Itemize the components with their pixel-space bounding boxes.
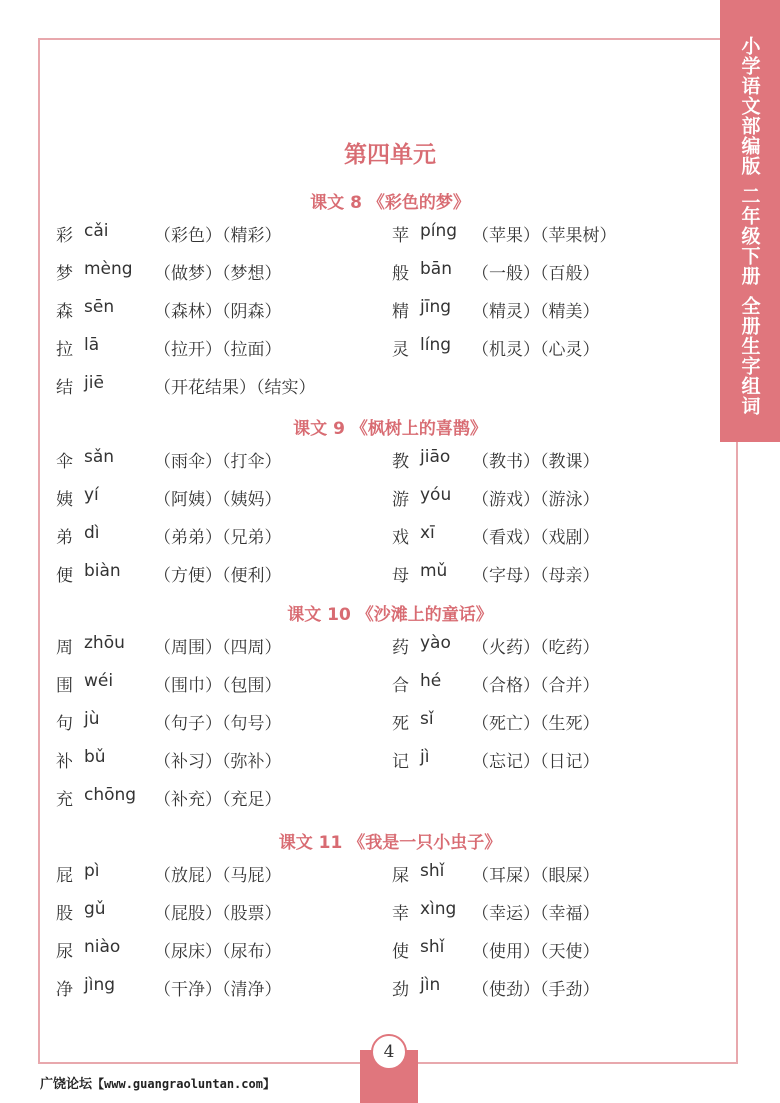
vocab-char: 般 — [392, 264, 409, 284]
vocab-words: （火药）（吃药） — [472, 638, 600, 658]
vocab-char: 尿 — [56, 942, 73, 962]
vocab-char: 补 — [56, 752, 73, 772]
vocab-words: （死亡）（生死） — [472, 714, 600, 734]
vocab-char: 游 — [392, 490, 409, 510]
vocab-pinyin: jù — [84, 709, 100, 729]
section-title: 课文 10 《沙滩上的童话》 — [287, 605, 493, 625]
vocab-pinyin: zhōu — [84, 633, 125, 653]
vocab-char: 弟 — [56, 528, 73, 548]
vocab-words: （阿姨）（姨妈） — [154, 490, 282, 510]
vocab-char: 净 — [56, 980, 73, 1000]
vocab-char: 母 — [392, 566, 409, 586]
vocab-char: 屁 — [56, 866, 73, 886]
vocab-words: （机灵）（心灵） — [472, 340, 600, 360]
vocab-words: （围巾）（包围） — [154, 676, 282, 696]
side-tab-text — [720, 36, 780, 436]
vocab-pinyin: gǔ — [84, 899, 106, 919]
vocab-pinyin: yí — [84, 485, 99, 505]
vocab-char: 伞 — [56, 452, 73, 472]
vocab-words: （合格）（合并） — [472, 676, 600, 696]
vocab-pinyin: xìng — [420, 899, 457, 919]
vocab-words: （幸运）（幸福） — [472, 904, 600, 924]
vocab-words: （弟弟）（兄弟） — [154, 528, 282, 548]
vocab-words: （补习）（弥补） — [154, 752, 282, 772]
vocab-char: 灵 — [392, 340, 409, 360]
footer-site-name: 广饶论坛 — [40, 1077, 93, 1092]
vocab-pinyin: chōng — [84, 785, 137, 805]
vocab-words: （字母）（母亲） — [472, 566, 600, 586]
vocab-words: （周围）（四周） — [154, 638, 282, 658]
footer — [40, 1073, 275, 1092]
vocab-words: （精灵）（精美） — [472, 302, 600, 322]
vocab-char: 使 — [392, 942, 409, 962]
section-title: 课文 11 《我是一只小虫子》 — [278, 833, 502, 853]
vocab-pinyin: bǔ — [84, 747, 106, 767]
side-tab-line3: 全册生字组词 — [738, 296, 761, 416]
vocab-pinyin: shǐ — [420, 937, 445, 957]
vocab-char: 教 — [392, 452, 409, 472]
vocab-words: （屁股）（股票） — [154, 904, 282, 924]
vocab-words: （苹果）（苹果树） — [472, 226, 617, 246]
vocab-char: 股 — [56, 904, 73, 924]
vocab-char: 记 — [392, 752, 409, 772]
vocab-char: 幸 — [392, 904, 409, 924]
vocab-pinyin: jiē — [84, 373, 104, 393]
vocab-words: （忘记）（日记） — [472, 752, 600, 772]
vocab-pinyin: jì — [420, 747, 430, 767]
vocab-char: 戏 — [392, 528, 409, 548]
vocab-words: （方便）（便利） — [154, 566, 282, 586]
vocab-pinyin: sǎn — [84, 447, 115, 467]
vocab-char: 劲 — [392, 980, 409, 1000]
vocab-pinyin: biàn — [84, 561, 121, 581]
vocab-pinyin: lā — [84, 335, 100, 355]
vocab-words: （做梦）（梦想） — [154, 264, 282, 284]
vocab-char: 森 — [56, 302, 73, 322]
vocab-char: 周 — [56, 638, 73, 658]
vocab-pinyin: mèng — [84, 259, 133, 279]
vocab-char: 梦 — [56, 264, 73, 284]
vocab-words: （补充）（充足） — [154, 790, 282, 810]
vocab-pinyin: hé — [420, 671, 442, 691]
vocab-pinyin: sēn — [84, 297, 115, 317]
vocab-words: （开花结果）（结实） — [154, 378, 316, 398]
vocab-words: （耳屎）（眼屎） — [472, 866, 600, 886]
vocab-pinyin: píng — [420, 221, 458, 241]
vocab-char: 姨 — [56, 490, 73, 510]
vocab-words: （一般）（百般） — [472, 264, 600, 284]
vocab-char: 死 — [392, 714, 409, 734]
vocab-words: （拉开）（拉面） — [154, 340, 282, 360]
section-title: 课文 8 《彩色的梦》 — [310, 193, 470, 213]
vocab-pinyin: mǔ — [420, 561, 448, 581]
vocab-pinyin: shǐ — [420, 861, 445, 881]
vocab-char: 合 — [392, 676, 409, 696]
vocab-pinyin: xī — [420, 523, 435, 543]
vocab-pinyin: jìng — [84, 975, 116, 995]
vocab-pinyin: líng — [420, 335, 452, 355]
vocab-words: （雨伞）（打伞） — [154, 452, 282, 472]
vocab-pinyin: yào — [420, 633, 451, 653]
page-number: 4 — [371, 1034, 407, 1070]
vocab-words: （尿床）（尿布） — [154, 942, 282, 962]
vocab-pinyin: cǎi — [84, 221, 109, 241]
vocab-char: 精 — [392, 302, 409, 322]
vocab-pinyin: pì — [84, 861, 100, 881]
vocab-pinyin: bān — [420, 259, 452, 279]
vocab-words: （教书）（教课） — [472, 452, 600, 472]
side-tab-line2: 二年级下册 — [738, 186, 761, 286]
vocab-char: 彩 — [56, 226, 73, 246]
vocab-pinyin: jìn — [420, 975, 441, 995]
vocab-pinyin: wéi — [84, 671, 114, 691]
vocab-char: 药 — [392, 638, 409, 658]
unit-title: 第四单元 — [344, 142, 436, 168]
side-tab-line1: 小学语文部编版 — [738, 36, 761, 176]
vocab-words: （使用）（天使） — [472, 942, 600, 962]
vocab-words: （彩色）（精彩） — [154, 226, 282, 246]
vocab-char: 结 — [56, 378, 73, 398]
vocab-char: 围 — [56, 676, 73, 696]
vocab-pinyin: jīng — [420, 297, 452, 317]
vocab-pinyin: jiāo — [420, 447, 451, 467]
vocab-pinyin: niào — [84, 937, 121, 957]
vocab-words: （放屁）（马屁） — [154, 866, 282, 886]
vocab-words: （干净）（清净） — [154, 980, 282, 1000]
vocab-words: （使劲）（手劲） — [472, 980, 600, 1000]
side-tab — [720, 0, 780, 442]
vocab-char: 便 — [56, 566, 73, 586]
vocab-words: （看戏）（戏剧） — [472, 528, 600, 548]
vocab-char: 屎 — [392, 866, 409, 886]
vocab-pinyin: dì — [84, 523, 100, 543]
vocab-char: 拉 — [56, 340, 73, 360]
vocab-words: （森林）（阴森） — [154, 302, 282, 322]
vocab-char: 句 — [56, 714, 73, 734]
vocab-pinyin: sǐ — [420, 709, 434, 729]
vocab-words: （句子）（句号） — [154, 714, 282, 734]
section-title: 课文 9 《枫树上的喜鹊》 — [293, 419, 487, 439]
vocab-pinyin: yóu — [420, 485, 452, 505]
vocab-char: 充 — [56, 790, 73, 810]
footer-url: 【www.guangraoluntan.com】 — [92, 1077, 275, 1091]
vocab-words: （游戏）（游泳） — [472, 490, 600, 510]
vocab-char: 苹 — [392, 226, 409, 246]
